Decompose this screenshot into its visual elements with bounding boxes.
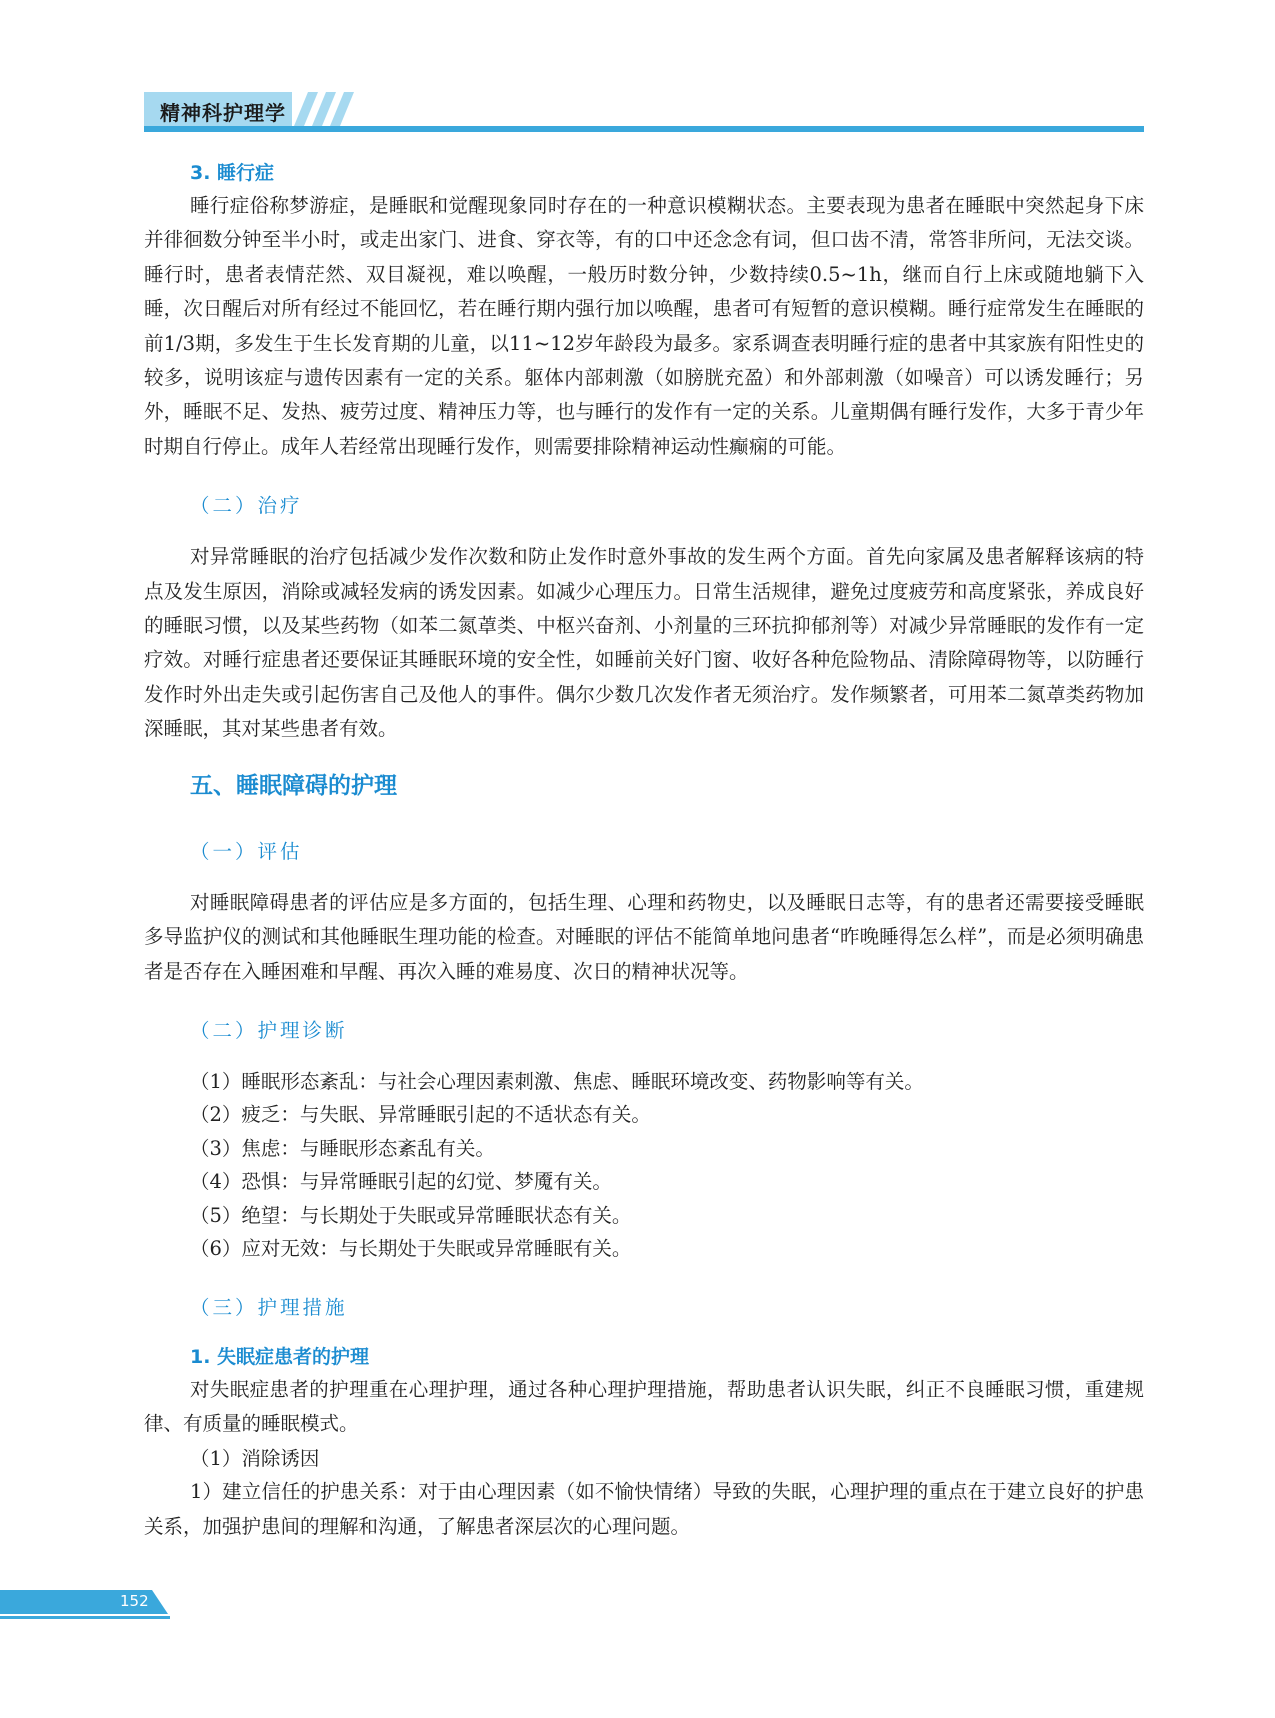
book-title: 精神科护理学 (160, 101, 286, 125)
section-heading-measures: （三）护理措施 (190, 1295, 348, 1319)
list-item-eliminate-triggers: （1）消除诱因 (190, 1446, 320, 1470)
paragraph-insomnia-care: 对失眠症患者的护理重在心理护理，通过各种心理护理措施，帮助患者认识失眠，纠正不良睡眠习惯，重建规律、有质量的睡眠模式。 (144, 1377, 1144, 1436)
list-item: （6）应对无效：与长期处于失眠或异常睡眠有关。 (190, 1237, 632, 1261)
page-content (144, 148, 1144, 1544)
paragraph-treatment: 对异常睡眠的治疗包括减少发作次数和防止发作时意外事故的发生两个方面。首先向家属及患者解释该病的特点及发生原因，消除或减轻发病的诱发因素。如减少心理压力。日常生活规律，避免过度疲劳和高度紧张，养成良好的睡眠习惯，以及某些药物（如苯二氮䓬类、中枢兴奋剂、小剂量的三环抗抑郁剂等）对减少异常睡眠的发作有一定疗效。对睡行症患者还要保证其睡眠环境的安全性，如睡前关好门窗、收好各种危险物品、清除障碍物等，以防睡行发作时外出走失或引起伤害自己及他人的事件。偶尔少数几次发作者无须治疗。发作频繁者，可用苯二氮䓬类药物加深睡眠，其对某些患者有效。 (144, 545, 1144, 741)
paragraph-sleepwalking: 睡行症俗称梦游症，是睡眠和觉醒现象同时存在的一种意识模糊状态。主要表现为患者在睡眠中突然起身下床并徘徊数分钟至半小时，或走出家门、进食、穿衣等，有的口中还念念有词，但口齿不清，常答非所问，无法交谈。睡行时，患者表情茫然、双目凝视，难以唤醒，一般历时数分钟，少数持续0.5~1h，继而自行上床或随地躺下入睡，次日醒后对所有经过不能回忆，若在睡行期内强行加以唤醒，患者可有短暂的意识模糊。睡行症常发生在睡眠的前1/3期，多发生于生长发育期的儿童，以11~12岁年龄段为最多。家系调查表明睡行症的患者中其家族有阳性史的较多，说明该症与遗传因素有一定的关系。躯体内部刺激（如膀胱充盈）和外部刺激（如噪音）可以诱发睡行；另外，睡眠不足、发热、疲劳过度、精神压力等，也与睡行的发作有一定的关系。儿童期偶有睡行发作，大多于青少年时期自行停止。成年人若经常出现睡行发作，则需要排除精神运动性癫痫的可能。 (144, 194, 1144, 458)
section-heading-assessment: （一）评估 (190, 839, 303, 863)
list-item: （2）疲乏：与失眠、异常睡眠引起的不适状态有关。 (190, 1103, 651, 1127)
subsection-heading-sleepwalking: 3. 睡行症 (190, 162, 275, 184)
paragraph-assessment: 对睡眠障碍患者的评估应是多方面的，包括生理、心理和药物史，以及睡眠日志等，有的患者还需要接受睡眠多导监护仪的测试和其他睡眠生理功能的检查。对睡眠的评估不能简单地问患者“昨晚睡得怎么样”，而是必须明确患者是否存在入睡困难和早醒、再次入睡的难易度、次日的精神状况等。 (144, 890, 1144, 983)
header-rule (144, 126, 1144, 132)
chapter-heading-nursing: 五、睡眠障碍的护理 (190, 772, 397, 799)
subsection-heading-insomnia: 1. 失眠症患者的护理 (190, 1345, 370, 1368)
section-heading-diagnosis: （二）护理诊断 (190, 1018, 348, 1042)
section-heading-treatment: （二）治疗 (190, 494, 303, 518)
list-item: （3）焦虑：与睡眠形态紊乱有关。 (190, 1136, 495, 1160)
list-item: （5）绝望：与长期处于失眠或异常睡眠状态有关。 (190, 1203, 632, 1227)
header-stripes-decoration (294, 92, 362, 126)
list-item: （1）睡眠形态紊乱：与社会心理因素刺激、焦虑、睡眠环境改变、药物影响等有关。 (190, 1069, 924, 1093)
page-number: 152 (120, 1592, 149, 1610)
diagnosis-list (144, 1065, 1144, 1266)
list-item: （4）恐惧：与异常睡眠引起的幻觉、梦魇有关。 (190, 1170, 612, 1194)
paragraph-trust-relationship: 1）建立信任的护患关系：对于由心理因素（如不愉快情绪）导致的失眠，心理护理的重点在于建立良好的护患关系，加强护患间的理解和沟通，了解患者深层次的心理问题。 (144, 1480, 1144, 1538)
